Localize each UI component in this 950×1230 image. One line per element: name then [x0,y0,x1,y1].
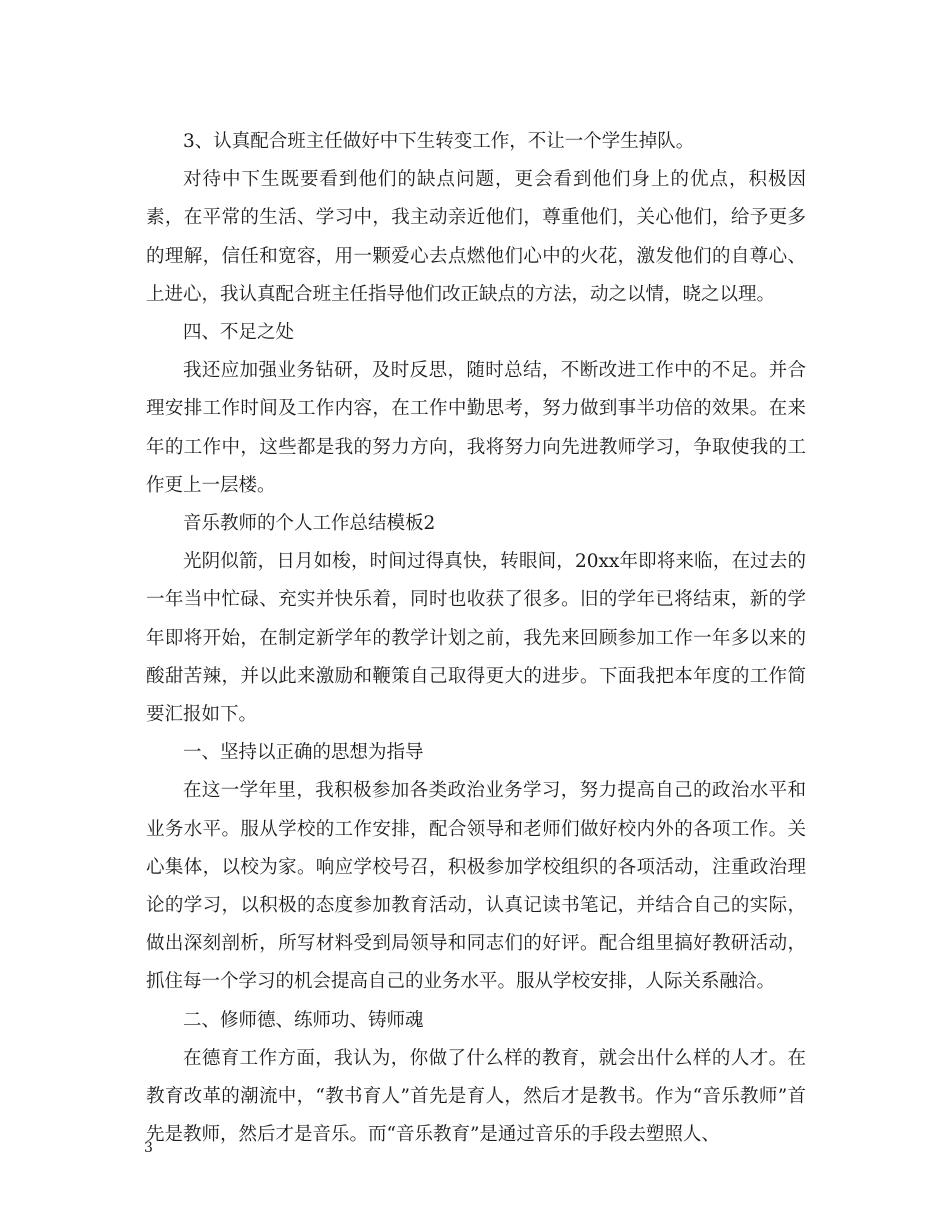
item-3-heading: 3、认真配合班主任做好中下生转变工作，不让一个学生掉队。 [183,131,695,152]
paragraph-shortcomings: 我还应加强业务钻研，及时反思，随时总结，不断改进工作中的不足。并合理安排工作时间及工作内容，在工作中勤思考，努力做到事半功倍的效果。在来年的工作中，这些都是我的努力方向，我将努力向先进教师学习，争取使我的工作更上一层楼。 [146,360,806,496]
paragraph-intro: 光阴似箭，日月如梭，时间过得真快，转眼间，20xx年即将来临，在过去的一年当中忙碌、充实并快乐着，同时也收获了很多。旧的学年已将结束，新的学年即将开始，在制定新学年的教学计划之前，我先来回顾参加工作一年多以来的酸甜苦辣，并以此来激励和鞭策自己取得更大的进步。下面我把本年度的工作简要汇报如下。 [146,551,806,726]
page-number: 3 [144,1140,153,1156]
paragraph-political-study: 在这一学年里，我积极参加各类政治业务学习，努力提高自己的政治水平和业务水平。服从学校的工作安排，配合领导和老师们做好校内外的各项工作。关心集体，以校为家。响应学校号召，积极参加学校组织的各项活动，注重政治理论的学习，以积极的态度参加教育活动，认真记读书笔记，并结合自己的实际，做出深刻剖析，所写材料受到局领导和同志们的好评。配合组里搞好教研活动，抓住每一个学习的机会提高自己的业务水平。服从学校安排，人际关系融洽。 [146,780,806,993]
section-1-heading: 一、坚持以正确的思想为指导 [183,742,424,764]
template-2-title: 音乐教师的个人工作总结模板2 [183,513,436,535]
section-4-heading: 四、不足之处 [183,322,295,344]
paragraph-moral-education: 在德育工作方面，我认为，你做了什么样的教育，就会出什么样的人才。在教育改革的潮流中，“教书育人”首先是育人，然后才是教书。作为“音乐教师”首先是教师，然后才是音乐。而“音乐教育”是通过音乐的手段去塑照人、 [146,1047,806,1146]
document-body [146,123,806,1154]
paragraph-underperforming-students: 对待中下生既要看到他们的缺点问题，更会看到他们身上的优点，积极因素，在平常的生活、学习中，我主动亲近他们，尊重他们，关心他们，给予更多的理解，信任和宽容，用一颗爱心去点燃他们心中的火花，激发他们的自尊心、上进心，我认真配合班主任指导他们改正缺点的方法，动之以情，晓之以理。 [146,169,806,305]
section-2-heading: 二、修师德、练师功、铸师魂 [183,1009,424,1031]
